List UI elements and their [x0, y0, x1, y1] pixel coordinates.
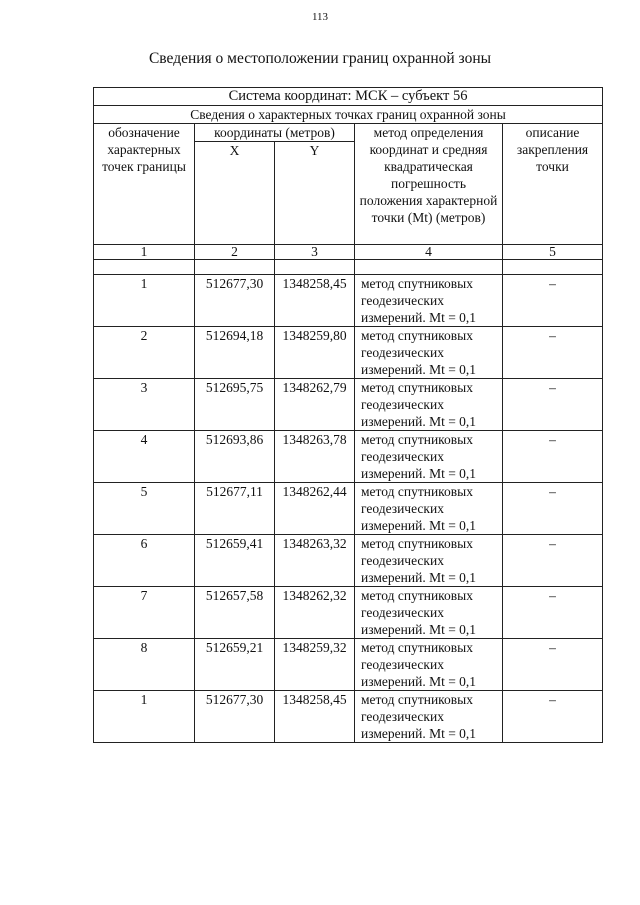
empty-row	[94, 260, 603, 275]
column-number: 1	[94, 245, 195, 260]
description-cell: –	[503, 379, 603, 431]
col-header-coordinates: координаты (метров)	[195, 124, 355, 142]
description-cell: –	[503, 483, 603, 535]
point-cell: 5	[94, 483, 195, 535]
description-cell: –	[503, 431, 603, 483]
table-row	[94, 379, 603, 431]
table-row	[94, 587, 603, 639]
table-row	[94, 327, 603, 379]
point-cell: 2	[94, 327, 195, 379]
description-cell: –	[503, 639, 603, 691]
description-cell: –	[503, 587, 603, 639]
points-info-header: Сведения о характерных точках границ охранной зоны	[94, 106, 603, 124]
document-title: Сведения о местоположении границ охранной зоны	[148, 50, 492, 67]
coordinate-system-header: Система координат: МСК – субъект 56	[94, 88, 603, 106]
x-coordinate-cell: 512677,30	[195, 691, 275, 743]
column-number: 3	[275, 245, 355, 260]
method-cell: метод спутниковых геодезических измерений. Mt = 0,1	[355, 379, 503, 431]
col-header-x: X	[195, 142, 275, 245]
table-row	[94, 431, 603, 483]
x-coordinate-cell: 512677,11	[195, 483, 275, 535]
table-row	[94, 691, 603, 743]
column-number-row	[94, 245, 603, 260]
table-row	[94, 275, 603, 327]
column-number: 2	[195, 245, 275, 260]
table-row	[94, 535, 603, 587]
point-cell: 4	[94, 431, 195, 483]
column-number: 5	[503, 245, 603, 260]
y-coordinate-cell: 1348262,79	[275, 379, 355, 431]
y-coordinate-cell: 1348259,80	[275, 327, 355, 379]
x-coordinate-cell: 512659,21	[195, 639, 275, 691]
y-coordinate-cell: 1348258,45	[275, 691, 355, 743]
method-cell: метод спутниковых геодезических измерений. Mt = 0,1	[355, 639, 503, 691]
col-header-y: Y	[275, 142, 355, 245]
method-cell: метод спутниковых геодезических измерений. Mt = 0,1	[355, 691, 503, 743]
point-cell: 7	[94, 587, 195, 639]
table-row	[94, 639, 603, 691]
point-cell: 1	[94, 691, 195, 743]
column-number: 4	[355, 245, 503, 260]
y-coordinate-cell: 1348263,78	[275, 431, 355, 483]
x-coordinate-cell: 512677,30	[195, 275, 275, 327]
page-number: 113	[311, 11, 329, 23]
method-cell: метод спутниковых геодезических измерений. Mt = 0,1	[355, 275, 503, 327]
description-cell: –	[503, 327, 603, 379]
y-coordinate-cell: 1348262,32	[275, 587, 355, 639]
y-coordinate-cell: 1348262,44	[275, 483, 355, 535]
x-coordinate-cell: 512694,18	[195, 327, 275, 379]
x-coordinate-cell: 512657,58	[195, 587, 275, 639]
method-cell: метод спутниковых геодезических измерений. Mt = 0,1	[355, 587, 503, 639]
method-cell: метод спутниковых геодезических измерений. Mt = 0,1	[355, 327, 503, 379]
col-header-method: метод определения координат и средняя квадратическая погрешность положения характерной точки (Mt) (метров)	[355, 124, 503, 245]
method-cell: метод спутниковых геодезических измерений. Mt = 0,1	[355, 431, 503, 483]
point-cell: 1	[94, 275, 195, 327]
y-coordinate-cell: 1348259,32	[275, 639, 355, 691]
x-coordinate-cell: 512693,86	[195, 431, 275, 483]
y-coordinate-cell: 1348263,32	[275, 535, 355, 587]
x-coordinate-cell: 512659,41	[195, 535, 275, 587]
point-cell: 3	[94, 379, 195, 431]
method-cell: метод спутниковых геодезических измерений. Mt = 0,1	[355, 535, 503, 587]
y-coordinate-cell: 1348258,45	[275, 275, 355, 327]
table-row	[94, 483, 603, 535]
point-cell: 8	[94, 639, 195, 691]
col-header-description: описание закрепления точки	[503, 124, 603, 245]
description-cell: –	[503, 535, 603, 587]
col-header-point-designation: обозначение характерных точек границы	[94, 124, 195, 245]
x-coordinate-cell: 512695,75	[195, 379, 275, 431]
point-cell: 6	[94, 535, 195, 587]
description-cell: –	[503, 691, 603, 743]
description-cell: –	[503, 275, 603, 327]
method-cell: метод спутниковых геодезических измерений. Mt = 0,1	[355, 483, 503, 535]
boundary-points-table	[93, 87, 603, 743]
